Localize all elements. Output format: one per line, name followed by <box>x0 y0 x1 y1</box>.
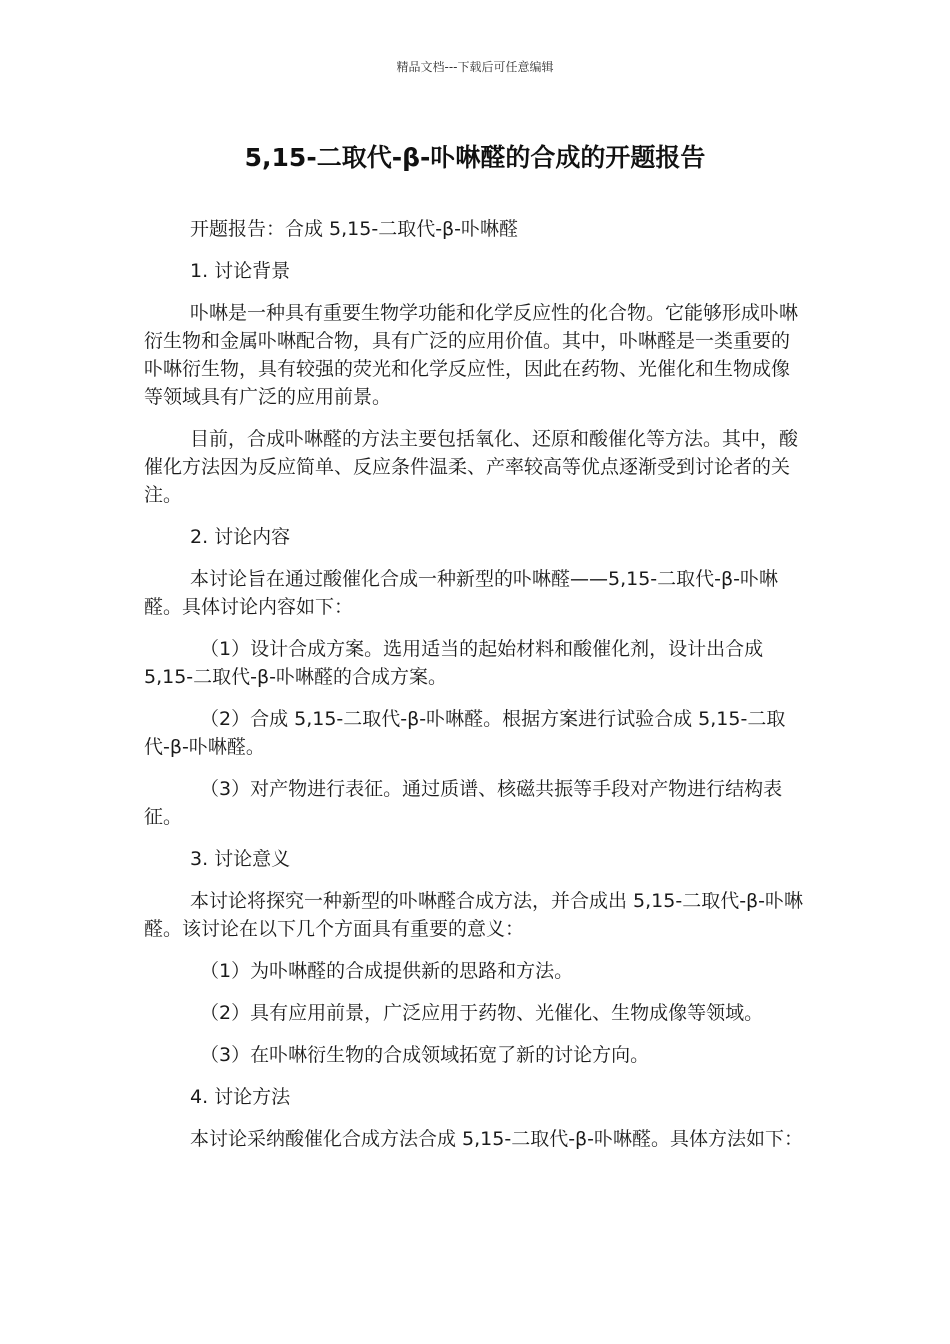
section-heading-method: 4. 讨论方法 <box>190 1086 291 1108</box>
list-item: （1）设计合成方案。选用适当的起始材料和酸催化剂，设计出合成 5,15-二取代-β-卟啉醛的合成方案。 <box>144 638 764 688</box>
body-paragraph: 本讨论旨在通过酸催化合成一种新型的卟啉醛——5,15-二取代-β-卟啉醛。具体讨论内容如下： <box>144 568 778 618</box>
body-paragraph: 本讨论将探究一种新型的卟啉醛合成方法，并合成出 5,15-二取代-β-卟啉醛。该讨论在以下几个方面具有重要的意义： <box>144 890 804 940</box>
page-header-note: 精品文档---下载后可任意编辑 <box>396 60 554 74</box>
body-paragraph: 本讨论采纳酸催化合成方法合成 5,15-二取代-β-卟啉醛。具体方法如下： <box>190 1128 804 1150</box>
document-title: 5,15-二取代-β-卟啉醛的合成的开题报告 <box>244 143 706 172</box>
section-heading-background: 1. 讨论背景 <box>190 260 291 282</box>
list-item: （2）具有应用前景，广泛应用于药物、光催化、生物成像等领域。 <box>200 1002 764 1024</box>
body-paragraph: 目前，合成卟啉醛的方法主要包括氧化、还原和酸催化等方法。其中，酸催化方法因为反应简单、反应条件温柔、产率较高等优点逐渐受到讨论者的关注。 <box>144 428 799 506</box>
report-subject-line: 开题报告：合成 5,15-二取代-β-卟啉醛 <box>190 218 519 240</box>
list-item: （3）对产物进行表征。通过质谱、核磁共振等手段对产物进行结构表征。 <box>144 778 783 828</box>
section-heading-significance: 3. 讨论意义 <box>190 848 291 870</box>
section-heading-content: 2. 讨论内容 <box>190 526 291 548</box>
list-item: （3）在卟啉衍生物的合成领域拓宽了新的讨论方向。 <box>200 1044 650 1066</box>
list-item: （1）为卟啉醛的合成提供新的思路和方法。 <box>200 960 574 982</box>
body-paragraph: 卟啉是一种具有重要生物学功能和化学反应性的化合物。它能够形成卟啉衍生物和金属卟啉配合物，具有广泛的应用价值。其中，卟啉醛是一类重要的卟啉衍生物，具有较强的荧光和化学反应性，因此在药物、光催化和生物成像等领域具有广泛的应用前景。 <box>144 302 799 408</box>
list-item: （2）合成 5,15-二取代-β-卟啉醛。根据方案进行试验合成 5,15-二取代-β-卟啉醛。 <box>144 708 786 758</box>
document-body <box>144 215 808 1167</box>
